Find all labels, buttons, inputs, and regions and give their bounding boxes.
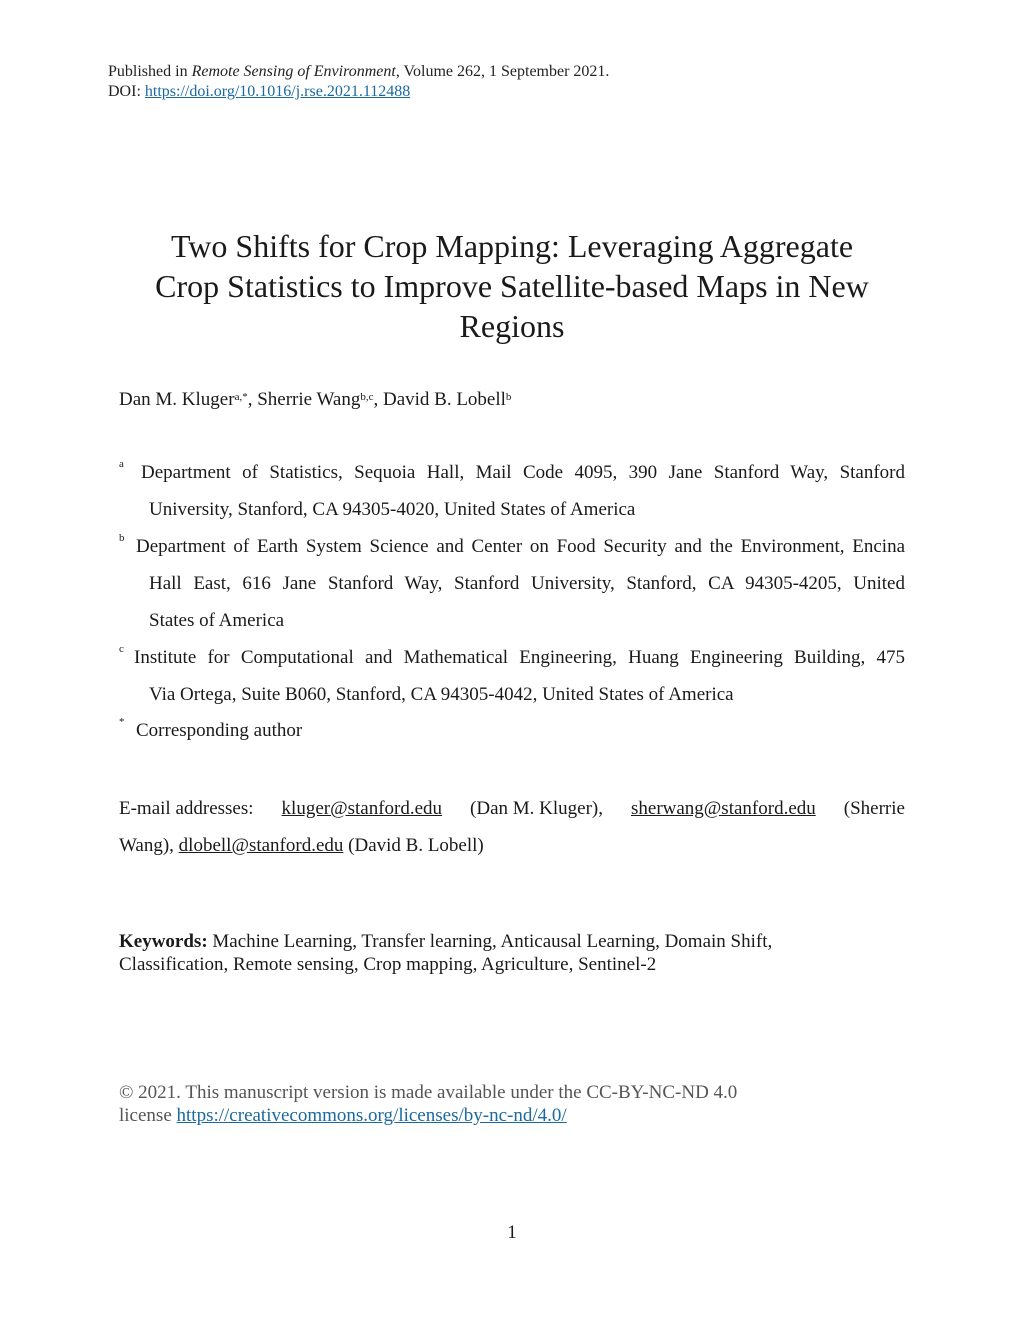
email-link-kluger[interactable]: kluger@stanford.edu — [281, 798, 443, 819]
affiliation-line: Department of Statistics, Sequoia Hall, Mail Code 4095, 390 Jane Stanford Way, Stanford — [141, 462, 905, 483]
email-link-wang[interactable]: sherwang@stanford.edu — [631, 798, 816, 819]
email-owner: (David B. Lobell) — [348, 835, 484, 856]
publication-line — [108, 62, 609, 82]
title-line-1: Two Shifts for Crop Mapping: Leveraging Aggregate — [170, 228, 854, 264]
email-row — [119, 827, 905, 864]
publication-prefix: Published in — [108, 63, 192, 80]
affiliation-mark: c — [119, 643, 124, 655]
email-link-lobell[interactable]: dlobell@stanford.edu — [178, 835, 344, 856]
affiliation-mark: b — [119, 532, 125, 544]
author-affiliation-marks: b — [505, 391, 512, 403]
email-row — [119, 790, 905, 827]
keywords-text: Machine Learning, Transfer learning, Anticausal Learning, Domain Shift, — [207, 931, 773, 952]
doi-line — [108, 82, 609, 102]
keywords — [119, 930, 909, 976]
author-name: Dan M. Kluger — [119, 389, 235, 410]
author-list — [119, 388, 511, 412]
author-name: David B. Lobell — [382, 389, 506, 410]
affiliation-line: Hall East, 616 Jane Stanford Way, Stanford University, Stanford, CA 94305-4205, United — [149, 573, 905, 594]
author-affiliation-marks: a,* — [234, 391, 248, 403]
license-prefix: license — [119, 1105, 177, 1126]
email-addresses — [119, 790, 905, 864]
license-link[interactable]: https://creativecommons.org/licenses/by-nc-nd/4.0/ — [176, 1105, 567, 1126]
page-number: 1 — [507, 1222, 517, 1243]
author-affiliation-marks: b,c — [360, 391, 374, 403]
license-notice — [119, 1081, 737, 1127]
affiliation-line: Department of Earth System Science and Center on Food Security and the Environment, Encina — [136, 536, 905, 557]
license-line — [119, 1104, 737, 1127]
email-label: E-mail addresses: — [119, 798, 254, 819]
affiliation-line: University, Stanford, CA 94305-4020, United States of America — [149, 499, 636, 520]
paper-title — [100, 226, 924, 346]
title-line-3: Regions — [459, 308, 565, 344]
journal-name: Remote Sensing of Environment — [191, 63, 396, 80]
affiliation-b — [119, 528, 905, 639]
publication-details: , Volume 262, 1 September 2021. — [395, 63, 610, 80]
affiliation-mark: * — [119, 716, 125, 728]
author-separator: , — [247, 389, 258, 410]
doi-label: DOI: — [108, 83, 145, 100]
affiliation-line: Corresponding author — [136, 720, 303, 741]
author-separator: , — [373, 389, 383, 410]
publication-info — [108, 62, 609, 102]
affiliation-c — [119, 639, 905, 713]
keywords-label: Keywords: — [119, 931, 208, 952]
title-line-2: Crop Statistics to Improve Satellite-based Maps in New — [155, 268, 869, 304]
email-owner: (Sherrie — [843, 798, 905, 819]
keywords-text: Classification, Remote sensing, Crop mapping, Agriculture, Sentinel-2 — [119, 954, 657, 975]
author-name: Sherrie Wang — [257, 389, 361, 410]
doi-link[interactable]: https://doi.org/10.1016/j.rse.2021.112488 — [144, 83, 411, 100]
affiliation-a — [119, 454, 905, 528]
affiliation-line: Institute for Computational and Mathematical Engineering, Huang Engineering Building, 475 — [134, 647, 905, 668]
license-text: © 2021. This manuscript version is made available under the CC-BY-NC-ND 4.0 — [119, 1082, 738, 1103]
email-owner: Wang), — [119, 835, 174, 856]
email-owner: (Dan M. Kluger), — [470, 798, 603, 819]
keywords-line — [119, 930, 909, 953]
affiliation-mark: a — [119, 458, 124, 470]
affiliation-line: Via Ortega, Suite B060, Stanford, CA 94305-4042, United States of America — [149, 684, 734, 705]
corresponding-author-note — [119, 712, 905, 749]
affiliation-line: States of America — [149, 610, 285, 631]
